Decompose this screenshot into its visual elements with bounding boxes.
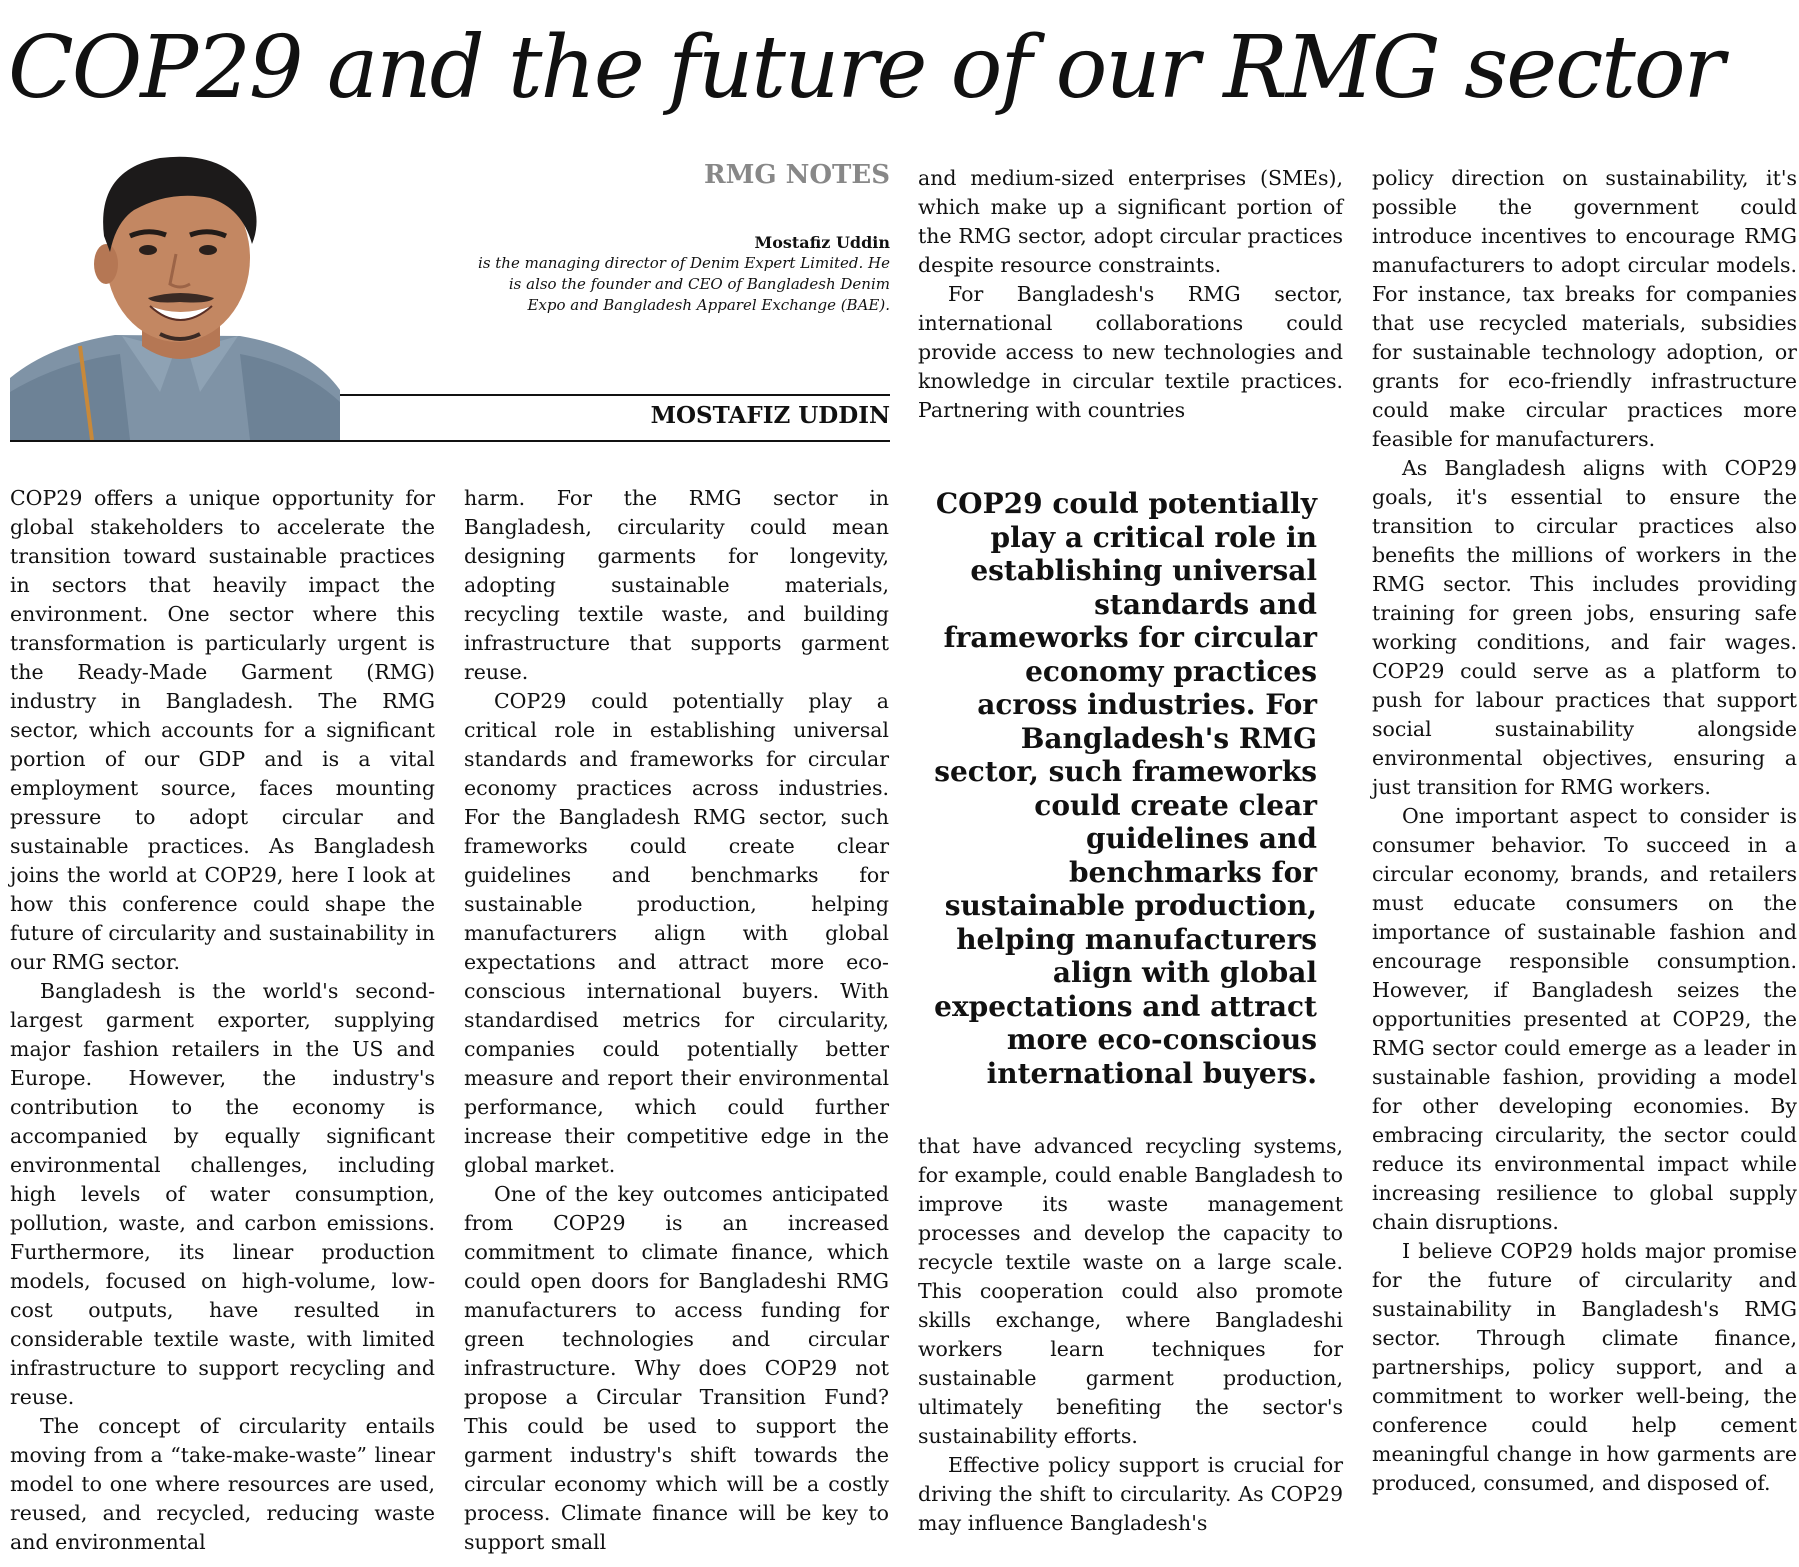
paragraph: and medium-sized enterprises (SMEs), which make up a significant portion of the RMG sector, adopt circular practices despite resource constraints.: [918, 166, 1343, 277]
paragraph: policy direction on sustainability, it's possible the government could introduce incentives to encourage RMG manufacturers to adopt circular models. For instance, tax breaks for companies that use recycled materials, subsidies for sustainable technology adoption, or grants for eco-friendly infrastructure could make circular practices more feasible for manufacturers.: [1372, 166, 1797, 451]
author-photo: [10, 140, 340, 440]
paragraph: As Bangladesh aligns with COP29 goals, it's essential to ensure the transition to circular practices also benefits the millions of workers in the RMG sector. This includes providing training for green jobs, ensuring safe working conditions, and fair wages. COP29 could serve as a platform to push for labour practices that support social sustainability alongside environmental objectives, ensuring a just transition for RMG workers.: [1372, 456, 1797, 799]
paragraph: One of the key outcomes anticipated from COP29 is an increased commitment to climate finance, which could open doors for Bangladeshi RMG manufacturers to access funding for green technologies and circular infrastructure. Why does COP29 not propose a Circular Transition Fund? This could be used to support the garment industry's shift towards the circular economy which will be a costly process. Climate finance will be key to support small: [464, 1182, 889, 1554]
byline-divider: [340, 394, 890, 396]
pull-quote: COP29 could potentially play a critical role in establishing universal standards and frameworks for circular economy practices across industries. For Bangladesh's RMG sector, such frameworks could create clear guidelines and benchmarks for sustainable production, helping manufacturers align with global expectations and attract more eco-conscious international buyers.: [934, 487, 1317, 1090]
paragraph: COP29 could potentially play a critical role in establishing universal standards and frameworks for circular economy practices across industries. For the Bangladesh RMG sector, such frameworks could create clear guidelines and benchmarks for sustainable production, helping manufacturers align with global expectations and attract more eco-conscious international buyers. With standardised metrics for circularity, companies could potentially better measure and report their environmental performance, which could further increase their competitive edge in the global market.: [464, 689, 889, 1177]
article-column-4: [1372, 164, 1797, 1498]
paragraph: I believe COP29 holds major promise for the future of circularity and sustainability in Bangladesh's RMG sector. Through climate finance, partnerships, policy support, and a commitment to worker well-being, the conference could help cement meaningful change in how garments are produced, consumed, and disposed of.: [1372, 1239, 1797, 1495]
author-bio: [470, 232, 890, 316]
article-column-3-bottom: [918, 1132, 1343, 1538]
paragraph: One important aspect to consider is consumer behavior. To succeed in a circular economy, brands, and retailers must educate consumers on the importance of sustainable fashion and encourage responsible consumption. However, if Bangladesh seizes the opportunities presented at COP29, the RMG sector could emerge as a leader in sustainable fashion, providing a model for other developing economies. By embracing circularity, the sector could reduce its environmental impact while increasing resilience to global supply chain disruptions.: [1372, 804, 1797, 1234]
paragraph: Effective policy support is crucial for driving the shift to circularity. As COP29 may influence Bangladesh's: [918, 1453, 1343, 1535]
article-column-3-top: [918, 164, 1343, 425]
author-bio-text: is the managing director of Denim Expert Limited. He is also the founder and CEO of Bangladesh Denim Expo and Bangladesh Apparel Exchange (BAE).: [478, 254, 890, 314]
author-bio-name: Mostafiz Uddin: [754, 233, 890, 252]
article-column-2: [464, 484, 889, 1557]
paragraph: harm. For the RMG sector in Bangladesh, circularity could mean designing garments for longevity, adopting sustainable materials, recycling textile waste, and building infrastructure that supports garment reuse.: [464, 486, 889, 684]
paragraph: For Bangladesh's RMG sector, international collaborations could provide access to new technologies and knowledge in circular textile practices. Partnering with countries: [918, 282, 1343, 422]
byline: MOSTAFIZ UDDIN: [650, 402, 890, 429]
paragraph: that have advanced recycling systems, for example, could enable Bangladesh to improve its waste management processes and develop the capacity to recycle textile waste on a large scale. This cooperation could also promote skills exchange, where Bangladeshi workers learn techniques for sustainable garment production, ultimately benefiting the sector's sustainability efforts.: [918, 1134, 1343, 1448]
author-portrait-icon: [10, 140, 340, 440]
article-column-1: [10, 484, 435, 1557]
paragraph: Bangladesh is the world's second-largest garment exporter, supplying major fashion retailers in the US and Europe. However, the industry's contribution to the economy is accompanied by equally significant environmental challenges, including high levels of water consumption, pollution, waste, and carbon emissions. Furthermore, its linear production models, focused on high-volume, low-cost outputs, have resulted in considerable textile waste, with limited infrastructure to support recycling and reuse.: [10, 979, 435, 1409]
paragraph: The concept of circularity entails moving from a “take-make-waste” linear model to one where resources are used, reused, and recycled, reducing waste and environmental: [10, 1414, 435, 1554]
section-label: RMG NOTES: [704, 160, 890, 190]
headline: COP29 and the future of our RMG sector: [8, 18, 1723, 118]
paragraph: COP29 offers a unique opportunity for global stakeholders to accelerate the transition toward sustainable practices in sectors that heavily impact the environment. One sector where this transformation is particularly urgent is the Ready-Made Garment (RMG) industry in Bangladesh. The RMG sector, which accounts for a significant portion of our GDP and is a vital employment source, faces mounting pressure to adopt circular and sustainable practices. As Bangladesh joins the world at COP29, here I look at how this conference could shape the future of circularity and sustainability in our RMG sector.: [10, 486, 435, 974]
header-divider: [10, 440, 890, 442]
